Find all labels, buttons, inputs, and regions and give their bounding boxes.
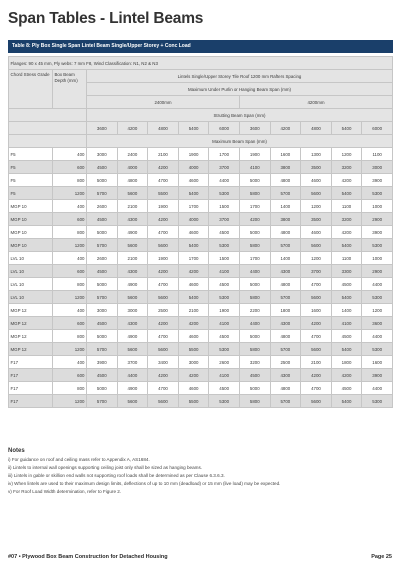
beam-span-cell: 4200 xyxy=(301,317,332,330)
beam-span-cell: 4200 xyxy=(178,265,209,278)
beam-span-cell: 1500 xyxy=(209,200,240,213)
footer-publication: #07 • Plywood Box Beam Construction for Detached Housing xyxy=(8,554,168,560)
beam-span-cell: 4200 xyxy=(148,369,179,382)
beam-span-cell: 4900 xyxy=(117,330,148,343)
footer-page-number: Page 25 xyxy=(371,554,392,560)
beam-span-cell: 5000 xyxy=(87,330,118,343)
beam-depth-cell: 400 xyxy=(53,356,87,369)
beam-span-cell: 5000 xyxy=(239,226,270,239)
beam-depth-cell: 400 xyxy=(53,148,87,161)
stress-grade-cell: MGP 12 xyxy=(9,304,53,317)
beam-span-cell: 5300 xyxy=(362,395,393,408)
beam-span-cell: 3000 xyxy=(87,304,118,317)
beam-span-cell: 4000 xyxy=(178,161,209,174)
beam-span-cell: 1100 xyxy=(331,252,362,265)
stress-grade-cell: F17 xyxy=(9,369,53,382)
beam-span-cell: 5300 xyxy=(209,395,240,408)
beam-span-cell: 4600 xyxy=(301,174,332,187)
beam-span-cell: 5400 xyxy=(178,291,209,304)
beam-span-cell: 2600 xyxy=(87,252,118,265)
beam-span-cell: 5600 xyxy=(301,187,332,200)
stress-grade-cell: F17 xyxy=(9,382,53,395)
stress-grade-cell: F17 xyxy=(9,356,53,369)
stress-grade-cell: F5 xyxy=(9,161,53,174)
stress-grade-cell: F5 xyxy=(9,174,53,187)
beam-span-cell: 4900 xyxy=(117,226,148,239)
beam-span-cell: 3600 xyxy=(362,317,393,330)
beam-span-cell: 5700 xyxy=(270,239,301,252)
beam-span-cell: 2500 xyxy=(148,304,179,317)
table-row xyxy=(9,187,393,200)
strut-span-column-header: 3600 xyxy=(87,122,118,135)
beam-span-cell: 5700 xyxy=(87,395,118,408)
beam-span-cell: 2600 xyxy=(209,356,240,369)
note-item: iii) Lintels in gable or skillion end walls not supporting roof loads shall be determined as per Clause 6.3.6.3. xyxy=(8,473,225,478)
beam-span-cell: 4500 xyxy=(87,265,118,278)
beam-span-cell: 3900 xyxy=(87,356,118,369)
beam-span-cell: 4500 xyxy=(209,382,240,395)
table-row xyxy=(9,278,393,291)
span-4200-header: 4200mm xyxy=(239,96,392,109)
beam-span-cell: 3800 xyxy=(270,213,301,226)
strut-span-column-header: 5400 xyxy=(331,122,362,135)
beam-span-cell: 1200 xyxy=(362,304,393,317)
beam-span-cell: 5700 xyxy=(270,187,301,200)
stress-grade-cell: MGP 10 xyxy=(9,226,53,239)
beam-span-cell: 4100 xyxy=(239,161,270,174)
beam-span-cell: 1700 xyxy=(239,200,270,213)
beam-span-cell: 5800 xyxy=(239,291,270,304)
notes-title: Notes xyxy=(8,448,25,454)
max-beam-header: Maximum Beam Span (mm) xyxy=(87,135,393,148)
beam-span-cell: 4600 xyxy=(178,174,209,187)
beam-span-cell: 4700 xyxy=(148,278,179,291)
beam-span-cell: 5000 xyxy=(87,382,118,395)
stress-grade-cell: F5 xyxy=(9,187,53,200)
beam-span-cell: 5000 xyxy=(239,174,270,187)
note-item: iv) When lintels are used to their maximum design limits, deflections of up to 10 mm (deadload) or 15 mm (live load) may be expected. xyxy=(8,481,281,486)
beam-depth-cell: 1200 xyxy=(53,239,87,252)
stress-grade-cell: LVL 10 xyxy=(9,252,53,265)
beam-span-cell: 3300 xyxy=(331,265,362,278)
beam-span-cell: 5300 xyxy=(362,291,393,304)
beam-span-cell: 4500 xyxy=(331,278,362,291)
table-row xyxy=(9,291,393,304)
beam-span-cell: 4100 xyxy=(209,369,240,382)
table-caption: Table 8: Ply Box Single Span Lintel Beam Single/Upper Storey + Conc Load xyxy=(8,40,393,53)
beam-span-cell: 4500 xyxy=(331,330,362,343)
beam-span-cell: 1100 xyxy=(362,148,393,161)
table-row xyxy=(9,382,393,395)
beam-span-cell: 4500 xyxy=(209,226,240,239)
stress-grade-cell: LVL 10 xyxy=(9,265,53,278)
beam-span-cell: 1900 xyxy=(148,252,179,265)
beam-span-cell: 5000 xyxy=(239,278,270,291)
table-row xyxy=(9,330,393,343)
strut-span-column-header: 4200 xyxy=(270,122,301,135)
beam-span-cell: 2600 xyxy=(87,200,118,213)
beam-span-cell: 1900 xyxy=(148,200,179,213)
beam-depth-cell: 400 xyxy=(53,304,87,317)
strut-span-column-header: 5400 xyxy=(178,122,209,135)
beam-span-cell: 2200 xyxy=(239,304,270,317)
beam-span-cell: 4600 xyxy=(178,278,209,291)
stress-grade-cell: MGP 10 xyxy=(9,239,53,252)
flanges-row xyxy=(9,57,393,70)
beam-span-cell: 1400 xyxy=(331,304,362,317)
strut-span-column-header: 3600 xyxy=(239,122,270,135)
table-row xyxy=(9,304,393,317)
beam-span-cell: 5700 xyxy=(87,291,118,304)
beam-span-cell: 4300 xyxy=(117,317,148,330)
beam-span-cell: 5800 xyxy=(239,187,270,200)
stress-grade-cell: LVL 10 xyxy=(9,291,53,304)
beam-span-cell: 1200 xyxy=(301,200,332,213)
beam-span-cell: 1400 xyxy=(270,200,301,213)
strut-span-column-header: 4800 xyxy=(148,122,179,135)
table-row xyxy=(9,161,393,174)
beam-span-cell: 5300 xyxy=(362,187,393,200)
table-row xyxy=(9,239,393,252)
beam-span-cell: 4100 xyxy=(209,265,240,278)
beam-span-cell: 4500 xyxy=(87,213,118,226)
beam-span-cell: 1600 xyxy=(362,356,393,369)
table-row xyxy=(9,317,393,330)
beam-span-cell: 4200 xyxy=(178,317,209,330)
beam-span-cell: 3800 xyxy=(270,161,301,174)
beam-span-cell: 1700 xyxy=(209,148,240,161)
beam-depth-cell: 1200 xyxy=(53,343,87,356)
beam-span-cell: 4200 xyxy=(331,174,362,187)
beam-span-cell: 4400 xyxy=(362,330,393,343)
beam-span-cell: 3900 xyxy=(362,369,393,382)
strut-span-column-header: 6000 xyxy=(362,122,393,135)
beam-span-cell: 1900 xyxy=(178,148,209,161)
beam-span-cell: 3500 xyxy=(301,213,332,226)
beam-span-cell: 4700 xyxy=(148,226,179,239)
beam-span-cell: 4700 xyxy=(148,330,179,343)
beam-span-cell: 5600 xyxy=(117,187,148,200)
beam-span-cell: 5700 xyxy=(270,291,301,304)
max-purlin-header: Maximum Under Purlin or Hanging Beam Span (mm) xyxy=(87,83,393,96)
grade-header: Chord Stress Grade xyxy=(9,70,53,109)
beam-span-cell: 3000 xyxy=(87,148,118,161)
beam-span-cell: 3700 xyxy=(301,265,332,278)
beam-span-cell: 5000 xyxy=(87,174,118,187)
beam-depth-cell: 800 xyxy=(53,174,87,187)
flanges-info: Flanges: 90 x 45 mm, Ply webs: 7 mm F8, Wind Classification: N1, N2 & N3 xyxy=(9,57,393,70)
beam-span-cell: 5000 xyxy=(239,382,270,395)
stress-grade-cell: MGP 12 xyxy=(9,343,53,356)
beam-span-cell: 3900 xyxy=(362,226,393,239)
beam-span-cell: 1600 xyxy=(301,304,332,317)
beam-depth-cell: 600 xyxy=(53,213,87,226)
beam-span-cell: 5700 xyxy=(270,343,301,356)
beam-span-cell: 4400 xyxy=(362,382,393,395)
beam-span-cell: 5000 xyxy=(87,226,118,239)
strut-span-column-header: 4200 xyxy=(117,122,148,135)
beam-span-cell: 5700 xyxy=(87,343,118,356)
beam-span-cell: 2100 xyxy=(301,356,332,369)
beam-span-cell: 1200 xyxy=(331,148,362,161)
stress-grade-cell: MGP 12 xyxy=(9,317,53,330)
beam-span-cell: 5800 xyxy=(239,343,270,356)
beam-depth-cell: 800 xyxy=(53,330,87,343)
tile-roof-header: Lintels Single/Upper Storey Tile Roof 1200 mm Rafters Spacing xyxy=(87,70,393,83)
beam-depth-cell: 800 xyxy=(53,226,87,239)
span-table xyxy=(8,56,393,408)
note-item: v) For Roof Load Width determination, refer to Figure 2. xyxy=(8,489,122,494)
beam-span-cell: 4500 xyxy=(209,330,240,343)
beam-span-cell: 5300 xyxy=(209,187,240,200)
beam-span-cell: 4500 xyxy=(87,369,118,382)
beam-span-cell: 3200 xyxy=(331,161,362,174)
beam-span-cell: 2500 xyxy=(270,356,301,369)
beam-span-cell: 5500 xyxy=(178,343,209,356)
table-row xyxy=(9,174,393,187)
beam-span-cell: 5400 xyxy=(178,187,209,200)
beam-span-cell: 5000 xyxy=(239,330,270,343)
depth-header: Box Beam Depth (mm) xyxy=(53,70,87,109)
beam-span-cell: 4200 xyxy=(148,265,179,278)
beam-span-cell: 1700 xyxy=(178,252,209,265)
beam-span-cell: 5400 xyxy=(331,395,362,408)
stress-grade-cell: MGP 12 xyxy=(9,330,53,343)
beam-span-cell: 5500 xyxy=(178,395,209,408)
beam-span-cell: 3500 xyxy=(301,161,332,174)
beam-span-cell: 4700 xyxy=(301,278,332,291)
beam-span-cell: 2900 xyxy=(362,265,393,278)
beam-span-cell: 3000 xyxy=(178,356,209,369)
table-row xyxy=(9,252,393,265)
beam-span-cell: 5000 xyxy=(87,278,118,291)
beam-span-cell: 4700 xyxy=(301,382,332,395)
beam-depth-cell: 1200 xyxy=(53,395,87,408)
table-row xyxy=(9,200,393,213)
stress-grade-cell: MGP 10 xyxy=(9,213,53,226)
beam-span-cell: 4600 xyxy=(178,330,209,343)
beam-span-cell: 3000 xyxy=(117,304,148,317)
beam-depth-cell: 600 xyxy=(53,369,87,382)
beam-span-cell: 4300 xyxy=(117,213,148,226)
beam-depth-cell: 400 xyxy=(53,200,87,213)
table-row xyxy=(9,148,393,161)
beam-span-cell: 1600 xyxy=(270,148,301,161)
beam-span-cell: 5600 xyxy=(148,395,179,408)
beam-depth-cell: 800 xyxy=(53,382,87,395)
stress-grade-cell: F5 xyxy=(9,148,53,161)
beam-span-cell: 4000 xyxy=(178,213,209,226)
beam-span-cell: 3200 xyxy=(331,213,362,226)
beam-span-cell: 4300 xyxy=(270,317,301,330)
beam-span-cell: 4400 xyxy=(239,265,270,278)
beam-span-cell: 5300 xyxy=(209,239,240,252)
beam-span-cell: 5300 xyxy=(362,239,393,252)
beam-span-cell: 4200 xyxy=(301,369,332,382)
beam-span-cell: 1400 xyxy=(270,252,301,265)
beam-span-cell: 4800 xyxy=(270,226,301,239)
beam-span-cell: 5400 xyxy=(178,239,209,252)
beam-span-cell: 4800 xyxy=(270,330,301,343)
beam-span-cell: 3700 xyxy=(117,356,148,369)
strut-span-column-header: 6000 xyxy=(209,122,240,135)
beam-span-cell: 3000 xyxy=(362,161,393,174)
beam-span-cell: 4300 xyxy=(270,369,301,382)
beam-depth-cell: 600 xyxy=(53,161,87,174)
beam-span-cell: 5600 xyxy=(117,343,148,356)
beam-span-cell: 4000 xyxy=(117,161,148,174)
table-row xyxy=(9,343,393,356)
beam-span-cell: 4800 xyxy=(117,174,148,187)
note-item: ii) Lintels to internal wall openings supporting ceiling joist only shall be sized as hanging beams. xyxy=(8,465,203,470)
stress-grade-cell: LVL 10 xyxy=(9,278,53,291)
beam-span-cell: 5600 xyxy=(301,291,332,304)
beam-span-cell: 1700 xyxy=(239,252,270,265)
strutting-header: Strutting Beam Span (mm) xyxy=(87,109,393,122)
beam-span-cell: 4400 xyxy=(117,369,148,382)
beam-span-cell: 5800 xyxy=(239,239,270,252)
beam-span-cell: 4200 xyxy=(331,369,362,382)
beam-depth-cell: 600 xyxy=(53,317,87,330)
beam-span-cell: 1100 xyxy=(331,200,362,213)
span-2400-header: 2400mm xyxy=(87,96,240,109)
beam-span-cell: 4500 xyxy=(331,382,362,395)
blank-header-cell xyxy=(9,122,87,135)
beam-span-cell: 1800 xyxy=(331,356,362,369)
beam-span-cell: 1700 xyxy=(178,200,209,213)
beam-span-cell: 1000 xyxy=(362,252,393,265)
beam-span-cell: 5400 xyxy=(331,239,362,252)
beam-span-cell: 4200 xyxy=(178,369,209,382)
beam-span-cell: 5600 xyxy=(148,291,179,304)
beam-span-cell: 5300 xyxy=(362,343,393,356)
beam-span-cell: 5800 xyxy=(239,395,270,408)
table-row xyxy=(9,213,393,226)
beam-span-cell: 4400 xyxy=(362,278,393,291)
beam-span-cell: 4200 xyxy=(239,213,270,226)
beam-depth-cell: 400 xyxy=(53,252,87,265)
beam-span-cell: 5700 xyxy=(87,239,118,252)
beam-span-cell: 4500 xyxy=(87,161,118,174)
table-row xyxy=(9,395,393,408)
beam-span-cell: 2100 xyxy=(178,304,209,317)
beam-span-cell: 5600 xyxy=(117,239,148,252)
beam-span-cell: 5600 xyxy=(117,291,148,304)
beam-span-cell: 5400 xyxy=(331,291,362,304)
notes-section xyxy=(8,448,394,497)
stress-grade-cell: F17 xyxy=(9,395,53,408)
beam-span-cell: 4600 xyxy=(178,226,209,239)
beam-depth-cell: 1200 xyxy=(53,291,87,304)
beam-span-cell: 3700 xyxy=(209,161,240,174)
strut-columns-row xyxy=(9,122,393,135)
beam-span-cell: 3200 xyxy=(239,356,270,369)
beam-span-cell: 5600 xyxy=(148,239,179,252)
beam-span-cell: 2900 xyxy=(362,213,393,226)
note-item: i) For guidance on roof and ceiling mass refer to Appendix A, AS1684. xyxy=(8,457,150,462)
beam-span-cell: 4100 xyxy=(209,317,240,330)
beam-span-cell: 4100 xyxy=(331,317,362,330)
beam-span-cell: 5300 xyxy=(209,291,240,304)
beam-span-cell: 5400 xyxy=(331,343,362,356)
beam-span-cell: 5300 xyxy=(209,343,240,356)
beam-span-cell: 4400 xyxy=(239,317,270,330)
page-title: Span Tables - Lintel Beams xyxy=(8,10,204,27)
strut-span-column-header: 4800 xyxy=(301,122,332,135)
beam-span-cell: 3700 xyxy=(209,213,240,226)
beam-depth-cell: 600 xyxy=(53,265,87,278)
beam-span-cell: 4900 xyxy=(117,278,148,291)
beam-span-cell: 4200 xyxy=(148,213,179,226)
beam-span-cell: 4400 xyxy=(209,174,240,187)
beam-span-cell: 4700 xyxy=(301,330,332,343)
beam-depth-cell: 800 xyxy=(53,278,87,291)
beam-span-cell: 3900 xyxy=(362,174,393,187)
beam-span-cell: 4700 xyxy=(148,174,179,187)
beam-span-cell: 5500 xyxy=(148,187,179,200)
beam-depth-cell: 1200 xyxy=(53,187,87,200)
table-row xyxy=(9,265,393,278)
beam-span-cell: 5700 xyxy=(87,187,118,200)
beam-span-cell: 4300 xyxy=(117,265,148,278)
beam-span-cell: 2100 xyxy=(117,252,148,265)
beam-span-cell: 1900 xyxy=(239,148,270,161)
beam-span-cell: 3400 xyxy=(148,356,179,369)
beam-span-cell: 4200 xyxy=(331,226,362,239)
beam-span-cell: 5600 xyxy=(117,395,148,408)
beam-span-cell: 5600 xyxy=(148,343,179,356)
beam-span-cell: 2400 xyxy=(117,148,148,161)
beam-span-cell: 4300 xyxy=(270,265,301,278)
beam-span-cell: 1900 xyxy=(209,304,240,317)
beam-span-cell: 4900 xyxy=(117,382,148,395)
beam-span-cell: 2100 xyxy=(117,200,148,213)
beam-span-cell: 4500 xyxy=(239,369,270,382)
beam-span-cell: 4200 xyxy=(148,161,179,174)
beam-span-cell: 4200 xyxy=(148,317,179,330)
table-row xyxy=(9,369,393,382)
beam-span-cell: 1800 xyxy=(270,304,301,317)
beam-span-cell: 1200 xyxy=(301,252,332,265)
beam-span-cell: 5600 xyxy=(301,239,332,252)
beam-span-cell: 5700 xyxy=(270,395,301,408)
beam-span-cell: 4500 xyxy=(87,317,118,330)
beam-span-cell: 1500 xyxy=(209,252,240,265)
blank-header-cell xyxy=(9,135,87,148)
blank-header-cell xyxy=(9,109,87,122)
table-row xyxy=(9,226,393,239)
beam-span-cell: 4500 xyxy=(209,278,240,291)
beam-span-cell: 4600 xyxy=(301,226,332,239)
beam-span-cell: 5600 xyxy=(301,343,332,356)
beam-span-cell: 1000 xyxy=(362,200,393,213)
beam-span-cell: 1300 xyxy=(301,148,332,161)
beam-span-cell: 4700 xyxy=(148,382,179,395)
beam-span-cell: 4600 xyxy=(178,382,209,395)
beam-span-cell: 5600 xyxy=(301,395,332,408)
beam-span-cell: 2100 xyxy=(148,148,179,161)
beam-span-cell: 4800 xyxy=(270,174,301,187)
beam-span-cell: 5400 xyxy=(331,187,362,200)
table-row xyxy=(9,356,393,369)
beam-span-cell: 4800 xyxy=(270,382,301,395)
beam-span-cell: 4800 xyxy=(270,278,301,291)
stress-grade-cell: MGP 10 xyxy=(9,200,53,213)
